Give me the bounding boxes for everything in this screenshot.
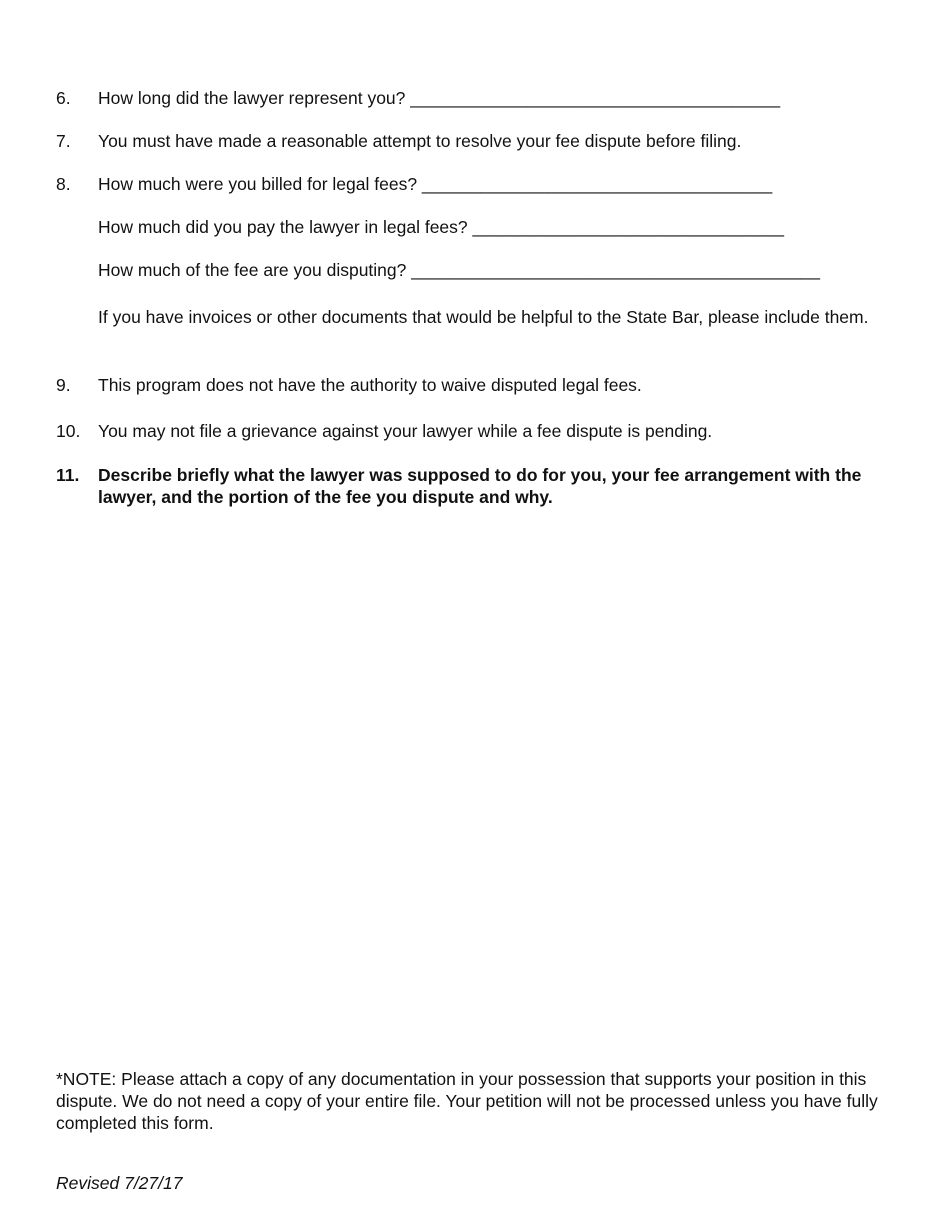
question-number: 6. (56, 88, 71, 108)
question-8-disputing[interactable]: How much of the fee are you disputing? __________________________________________ (98, 260, 821, 280)
question-6 (56, 87, 896, 109)
question-number: 7. (56, 131, 71, 151)
answer-area[interactable] (98, 520, 888, 1050)
question-10 (56, 420, 896, 442)
question-number: 8. (56, 174, 71, 194)
question-8 (56, 173, 896, 195)
question-8-paid[interactable]: How much did you pay the lawyer in legal fees? ________________________________ (98, 217, 784, 237)
question-number: 10. (56, 421, 81, 441)
question-text: This program does not have the authority to waive disputed legal fees. (98, 375, 642, 395)
question-text[interactable]: How long did the lawyer represent you? ______________________________________ (98, 88, 781, 108)
question-8-invoices-note: If you have invoices or other documents that would be helpful to the State Bar, please include them. (98, 307, 869, 327)
question-text: You may not file a grievance against your lawyer while a fee dispute is pending. (98, 421, 713, 441)
question-9 (56, 374, 896, 396)
question-number: 11. (56, 465, 80, 485)
question-text: Describe briefly what the lawyer was supposed to do for you, your fee arrangement with the lawyer, and the portion of the fee you dispute and why. (98, 465, 862, 507)
question-text: You must have made a reasonable attempt to resolve your fee dispute before filing. (98, 131, 742, 151)
footer-note: *NOTE: Please attach a copy of any documentation in your possession that supports your position in this dispute. We do not need a copy of your entire file. Your petition will not be processed unless you have fully completed this form. (56, 1069, 878, 1133)
question-7 (56, 130, 896, 152)
revision-date: Revised 7/27/17 (56, 1173, 183, 1193)
question-11 (56, 464, 896, 508)
question-text[interactable]: How much were you billed for legal fees? ____________________________________ (98, 174, 773, 194)
question-number: 9. (56, 375, 71, 395)
